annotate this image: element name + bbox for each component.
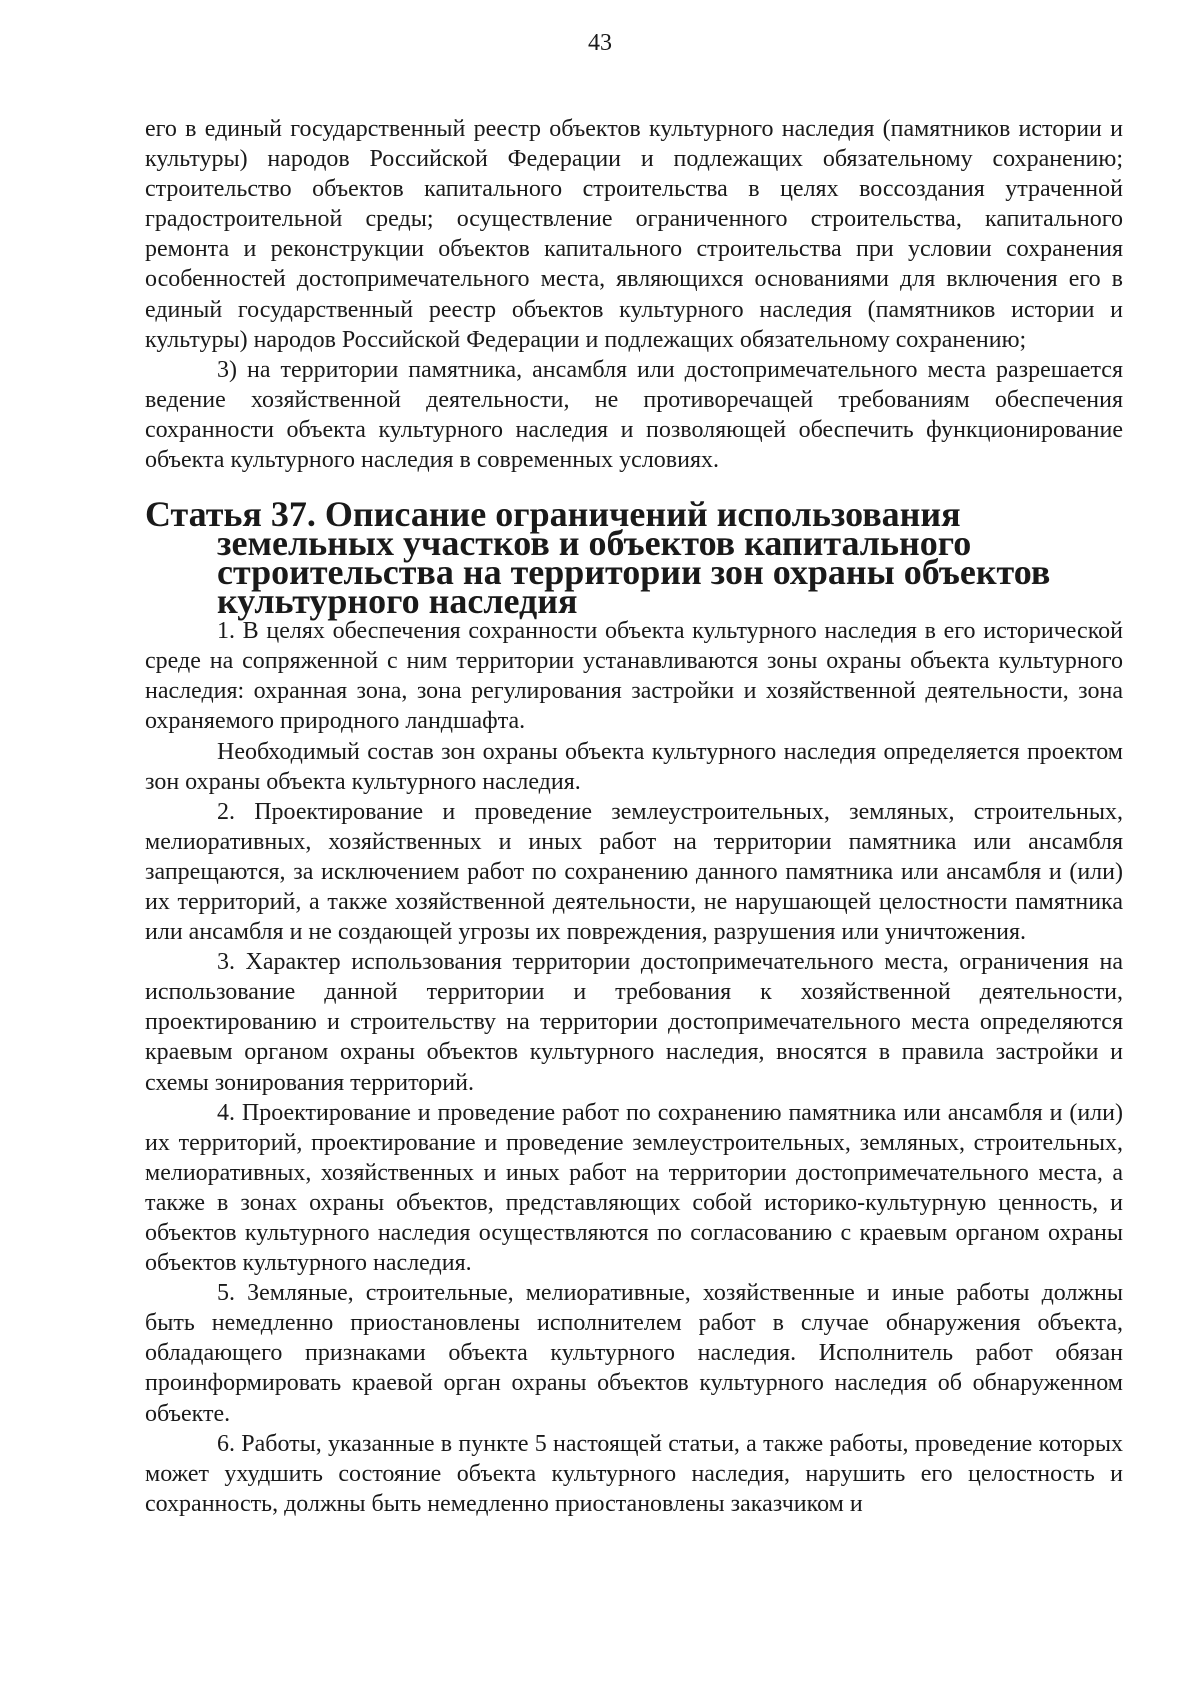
article-paragraph-zones: Необходимый состав зон охраны объекта культурного наследия определяется проектом зон охраны объекта культурного наследия. bbox=[145, 738, 1123, 795]
article-paragraph-3: 3. Характер использования территории достопримечательного места, ограничения на использование данной территории и требования к хозяйственной деятельности, проектированию и строительству на территории достопримечательного места определяются краевым органом охраны объектов культурного наследия, вносятся в правила застройки и схемы зонирования территорий. bbox=[145, 949, 1123, 1096]
article-paragraph-2: 2. Проектирование и проведение землеустроительных, земляных, строительных, мелиоративных, хозяйственных и иных работ на территории памятника или ансамбля запрещаются, за исключением работ по сохранению данного памятника или ансамбля и (или) их территорий, а также хозяйственной деятельности, не нарушающей целостности памятника или ансамбля и не создающей угрозы их повреждения, разрушения или уничтожения. bbox=[145, 798, 1123, 946]
paragraph-continuation: его в единый государственный реестр объектов культурного наследия (памятников истории и культуры) народов Российской Федерации и подлежащих обязательному сохранению; строительство объектов капитального строительства в целях воссоздания утраченной градостроительной среды; осуществление ограниченного строительства, капитального ремонта и реконструкции объектов капитального строительства при условии сохранения особенностей достопримечательного места, являющихся основаниями для включения его в единый государственный реестр объектов культурного наследия (памятников истории и культуры) народов Российской Федерации и подлежащих обязательному сохранению; bbox=[145, 116, 1123, 353]
document-body bbox=[145, 114, 1123, 1519]
article-paragraph-1: 1. В целях обеспечения сохранности объекта культурного наследия в его исторической среде на сопряженной с ним территории устанавливаются зоны охраны объекта культурного наследия: охранная зона, зона регулирования застройки и хозяйственной деятельности, зона охраняемого природного ландшафта. bbox=[145, 618, 1123, 735]
article-paragraph-6: 6. Работы, указанные в пункте 5 настоящей статьи, а также работы, проведение которых может ухудшить состояние объекта культурного наследия, нарушить его целостность и сохранность, должны быть немедленно приостановлены заказчиком и bbox=[145, 1430, 1123, 1517]
paragraph-item-3: 3) на территории памятника, ансамбля или достопримечательного места разрешается ведение хозяйственной деятельности, не противоречащей требованиям обеспечения сохранности объекта культурного наследия и позволяющей обеспечить функционирование объекта культурного наследия в современных условиях. bbox=[145, 356, 1123, 474]
article-paragraph-5: 5. Земляные, строительные, мелиоративные, хозяйственные и иные работы должны быть немедленно приостановлены исполнителем работ в случае обнаружения объекта, обладающего признаками объекта культурного наследия. Исполнитель работ обязан проинформировать краевой орган охраны объектов культурного наследия об обнаруженном объекте. bbox=[145, 1280, 1123, 1427]
article-paragraph-4: 4. Проектирование и проведение работ по сохранению памятника или ансамбля и (или) их территорий, проектирование и проведение землеустроительных, земляных, строительных, мелиоративных, хозяйственных и иных работ на территории достопримечательного места, а также в зонах охраны объектов, представляющих собой историко-культурную ценность, и объектов культурного наследия осуществляются по согласованию с краевым органом охраны объектов культурного наследия. bbox=[145, 1099, 1123, 1277]
page-number: 43 bbox=[588, 30, 612, 56]
article-heading: Статья 37. Описание ограничений использования земельных участков и объектов капитального строительства на территории зон охраны объектов культурного наследия bbox=[145, 494, 1051, 622]
